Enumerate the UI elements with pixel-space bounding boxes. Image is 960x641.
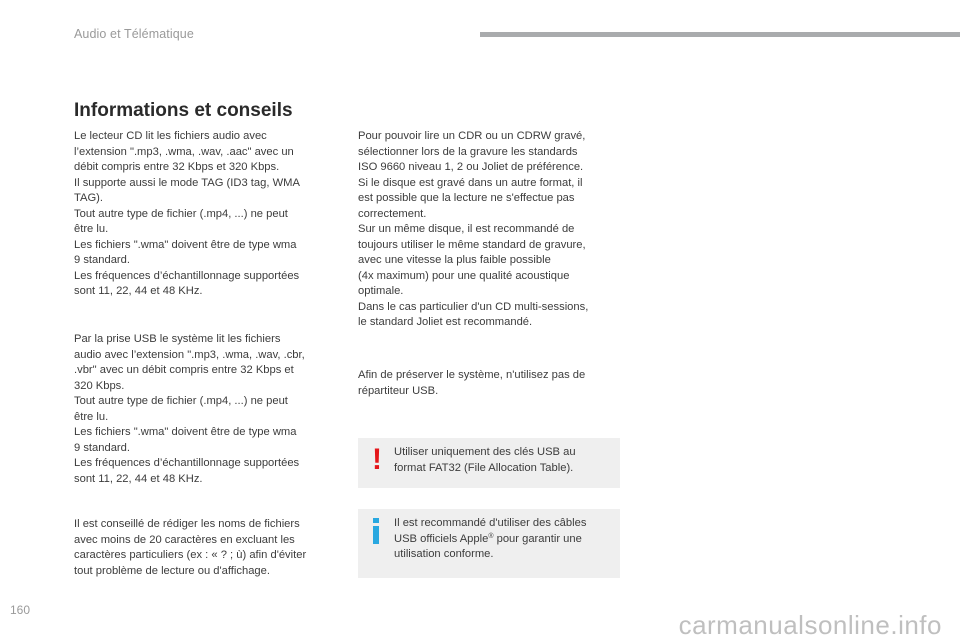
header-bar [480, 32, 960, 37]
text-fragment: pour garantir une [493, 532, 582, 545]
text-line: est possible que la lecture ne s'effectue pas [358, 192, 575, 204]
text-line: répartiteur USB. [358, 384, 439, 397]
watermark: carmanualsonline.info [678, 610, 942, 640]
info-box [358, 509, 620, 578]
usb-splitter-paragraph [358, 368, 620, 399]
text-line: Il est recommandé d'utiliser des câbles [394, 517, 587, 529]
text-line: Les fréquences d’échantillonnage supportées [74, 269, 300, 282]
text-line: Utiliser uniquement des clés USB au [394, 446, 576, 458]
text-line: tout problème de lecture ou d'affichage. [74, 564, 270, 577]
text-line: Il est conseillé de rédiger les noms de fichiers [74, 518, 300, 530]
text-line: audio avec l’extension ".mp3, .wma, .wav, .cbr, [74, 348, 305, 361]
text-line: avec une vitesse la plus faible possible [358, 254, 551, 266]
text-line: Les fréquences d’échantillonnage supportées [74, 457, 300, 469]
text-line: format FAT32 (File Allocation Table). [394, 461, 574, 474]
page-number: 160 [10, 603, 31, 617]
text-line: Afin de préserver le système, n'utilisez pas de [358, 369, 586, 381]
text-line: 9 standard. [74, 254, 130, 266]
text-line: l’extension ".mp3, .wma, .wav, .aac" avec un [74, 145, 294, 158]
info-icon [372, 518, 380, 544]
text-line: Tout autre type de fichier (.mp4, ...) ne peut [74, 395, 288, 407]
usb-info-paragraph [74, 332, 342, 487]
text-line: Le lecteur CD lit les fichiers audio avec [74, 130, 267, 142]
warning-text [394, 445, 616, 476]
section-header-title: Audio et Télématique [74, 27, 194, 41]
text-line: Par la prise USB le système lit les fichiers [74, 333, 281, 345]
text-line: débit compris entre 32 Kbps et 320 Kbps. [74, 161, 280, 173]
text-line: Les fichiers ".wma" doivent être de type wma [74, 426, 297, 438]
text-line: 9 standard. [74, 441, 130, 454]
text-line: Les fichiers ".wma" doivent être de type wma [74, 238, 297, 251]
text-line [394, 532, 616, 548]
text-line: optimale. [358, 285, 404, 297]
text-line: être lu. [74, 410, 109, 423]
text-line: ISO 9660 niveau 1, 2 ou Joliet de préférence. [358, 161, 584, 173]
text-line: Si le disque est gravé dans un autre format, il [358, 176, 583, 189]
info-text [394, 516, 616, 563]
text-line: sont 11, 22, 44 et 48 KHz. [74, 285, 203, 297]
text-line: (4x maximum) pour une qualité acoustique [358, 269, 570, 282]
text-line: le standard Joliet est recommandé. [358, 316, 533, 328]
cd-info-paragraph [74, 129, 336, 300]
text-line: Il supporte aussi le mode TAG (ID3 tag, WMA [74, 176, 300, 189]
text-line: Pour pouvoir lire un CDR ou un CDRW gravé, [358, 130, 586, 142]
text-line: caractères particuliers (ex : « ? ; ù) afin d'éviter [74, 549, 307, 561]
page-title: Informations et conseils [74, 100, 293, 121]
text-line: utilisation conforme. [394, 548, 494, 560]
text-line: Sur un même disque, il est recommandé de [358, 223, 575, 235]
text-line: sont 11, 22, 44 et 48 KHz. [74, 472, 203, 485]
filename-advice-paragraph [74, 517, 344, 579]
text-line: Tout autre type de fichier (.mp4, ...) ne peut [74, 207, 288, 220]
text-line: correctement. [358, 207, 427, 220]
text-line: toujours utiliser le même standard de gravure, [358, 238, 586, 251]
cdr-info-paragraph [358, 129, 620, 331]
text-fragment: USB officiels Apple [394, 532, 489, 545]
text-line: TAG). [74, 192, 104, 204]
text-line: être lu. [74, 223, 109, 235]
registered-mark: ® [488, 532, 494, 540]
warning-box [358, 438, 620, 488]
text-line: 320 Kbps. [74, 379, 125, 392]
warning-exclamation-icon: ! [372, 443, 382, 476]
text-line: avec moins de 20 caractères en excluant les [74, 533, 295, 546]
text-line: .vbr" avec un débit compris entre 32 Kbps et [74, 364, 294, 376]
text-line: sélectionner lors de la gravure les standards [358, 145, 578, 158]
text-line: Dans le cas particulier d'un CD multi-sessions, [358, 300, 589, 313]
